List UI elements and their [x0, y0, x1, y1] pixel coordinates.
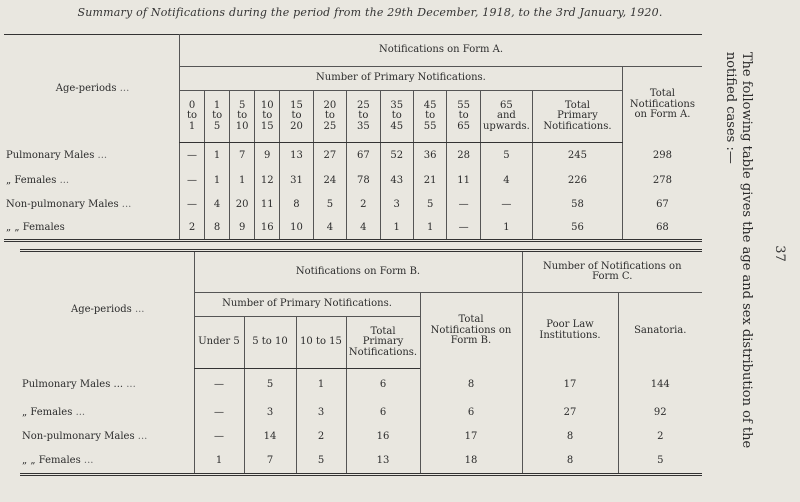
form-b-header: Notifications on Form B. — [194, 251, 522, 293]
table-cell: 2 — [296, 425, 346, 449]
table-cell: 56 — [533, 217, 623, 241]
table-cell: — — [180, 169, 205, 193]
col-total-primary-a: Total Primary Notifications. — [533, 91, 623, 143]
table-cell: 13 — [346, 449, 420, 475]
table-cell: 8 — [420, 369, 522, 401]
form-c-header: Number of Notifications on Form C. — [522, 251, 702, 293]
age-periods-header: Age-periods ... — [55, 82, 130, 94]
total-form-a-header: Total Notifications on Form A. — [629, 88, 695, 120]
row-label: „ „ Females ... — [22, 455, 94, 467]
form-a-table — [4, 34, 702, 242]
table-cell: 5 — [413, 193, 446, 217]
table-cell: 9 — [255, 143, 280, 169]
table-cell: 3 — [244, 401, 296, 425]
table-cell: 31 — [280, 169, 313, 193]
table-cell: 68 — [622, 217, 702, 241]
row-label: „ Females ... — [22, 407, 86, 418]
table-cell: 5 — [480, 143, 532, 169]
table-cell: 27 — [522, 401, 618, 425]
table-cell: 52 — [380, 143, 413, 169]
table-cell: 4 — [313, 217, 346, 241]
age-col-header: 25 to 35 — [347, 91, 380, 143]
table-cell: 14 — [244, 425, 296, 449]
table-cell: 3 — [380, 193, 413, 217]
table-cell: — — [180, 193, 205, 217]
age-col-header: 20 to 25 — [313, 91, 346, 143]
row-label: Non-pulmonary Males ... — [6, 199, 132, 210]
table-cell: — — [194, 369, 244, 401]
table-cell: 4 — [480, 169, 532, 193]
col-under-5: Under 5 — [194, 317, 244, 369]
table-row — [20, 425, 702, 449]
table-cell: 92 — [618, 401, 702, 425]
table-cell: 2 — [347, 193, 380, 217]
table-cell: 11 — [447, 169, 480, 193]
table-cell: 1 — [205, 169, 230, 193]
table-row — [4, 169, 702, 193]
table-cell: 6 — [420, 401, 522, 425]
age-col-header: 65 and upwards. — [480, 91, 532, 143]
table-cell: 2 — [618, 425, 702, 449]
table-cell: 5 — [618, 449, 702, 475]
table-cell: 43 — [380, 169, 413, 193]
side-text-line-1: The following table gives the age and sex distribution of the — [739, 51, 754, 449]
table-cell: — — [194, 425, 244, 449]
table-cell: 1 — [380, 217, 413, 241]
table-cell: 16 — [255, 217, 280, 241]
table-cell: 8 — [522, 449, 618, 475]
table-cell: 12 — [255, 169, 280, 193]
side-text — [716, 0, 760, 502]
table-cell: 10 — [280, 217, 313, 241]
row-label: Pulmonary Males ... ... — [22, 379, 136, 390]
table-cell: 17 — [522, 369, 618, 401]
age-col-header: 45 to 55 — [413, 91, 446, 143]
page-title: Summary of Notifications during the period from the 29th December, 1918, to the 3rd January, 1920. — [77, 6, 663, 19]
table-cell: 20 — [230, 193, 255, 217]
table-cell: 1 — [296, 369, 346, 401]
table-cell: 4 — [205, 193, 230, 217]
table-cell: 18 — [420, 449, 522, 475]
row-label: „ „ Females — [6, 222, 65, 234]
table-cell: 6 — [346, 401, 420, 425]
table-cell: 245 — [533, 143, 623, 169]
age-col-header: 1 to 5 — [205, 91, 230, 143]
primary-notifications-header: Number of Primary Notifications. — [180, 67, 623, 91]
table-row — [4, 143, 702, 169]
table-cell: 144 — [618, 369, 702, 401]
table-cell: 1 — [205, 143, 230, 169]
age-col-header: 55 to 65 — [447, 91, 480, 143]
form-a-header: Notifications on Form A. — [180, 35, 702, 67]
table-cell: 11 — [255, 193, 280, 217]
table-cell: 1 — [413, 217, 446, 241]
age-periods-header-b: Age-periods ... — [70, 304, 145, 315]
table-cell: 16 — [346, 425, 420, 449]
table-cell: 5 — [244, 369, 296, 401]
table-cell: 9 — [230, 217, 255, 241]
table-row — [20, 401, 702, 425]
table-cell: — — [480, 193, 532, 217]
table-cell: 3 — [296, 401, 346, 425]
table-cell: 278 — [622, 169, 702, 193]
age-col-header: 5 to 10 — [230, 91, 255, 143]
row-label: Non-pulmonary Males ... — [22, 431, 148, 442]
table-cell: 5 — [313, 193, 346, 217]
table-cell: 5 — [296, 449, 346, 475]
table-cell: 67 — [622, 193, 702, 217]
table-cell: 7 — [230, 143, 255, 169]
col-total-primary-b: Total Primary Notifications. — [346, 317, 420, 369]
table-cell: 13 — [280, 143, 313, 169]
sanatoria-header: Sanatoria. — [618, 293, 702, 369]
table-cell: 8 — [522, 425, 618, 449]
side-text-line-2: notified cases :— — [723, 51, 738, 164]
age-col-header: 0 to 1 — [180, 91, 205, 143]
table-cell: 24 — [313, 169, 346, 193]
table-row — [20, 369, 702, 401]
table-cell: 1 — [194, 449, 244, 475]
table-cell: 2 — [180, 217, 205, 241]
row-label: Pulmonary Males ... — [6, 150, 108, 161]
table-cell: 36 — [413, 143, 446, 169]
table-cell: 1 — [230, 169, 255, 193]
table-cell: 58 — [533, 193, 623, 217]
table-cell: 298 — [622, 143, 702, 169]
primary-notifications-header-b: Number of Primary Notifications. — [194, 293, 420, 317]
table-cell: 226 — [533, 169, 623, 193]
table-row — [4, 193, 702, 217]
table-cell: 67 — [347, 143, 380, 169]
table-cell: — — [447, 193, 480, 217]
col-10-to-15: 10 to 15 — [296, 317, 346, 369]
table-cell: — — [194, 401, 244, 425]
table-cell: — — [447, 217, 480, 241]
form-b-c-table — [20, 249, 702, 476]
page-number: 37 — [771, 245, 787, 262]
table-cell: 21 — [413, 169, 446, 193]
col-5-to-10: 5 to 10 — [244, 317, 296, 369]
table-cell: 8 — [205, 217, 230, 241]
table-row — [4, 217, 702, 241]
table-cell: 4 — [347, 217, 380, 241]
total-form-b-header: Total Notifications on Form B. — [420, 293, 522, 369]
table-cell: 6 — [346, 369, 420, 401]
age-col-header: 15 to 20 — [280, 91, 313, 143]
age-col-header: 10 to 15 — [255, 91, 280, 143]
table-cell: 7 — [244, 449, 296, 475]
table-cell: 78 — [347, 169, 380, 193]
table-cell: — — [180, 143, 205, 169]
table-cell: 17 — [420, 425, 522, 449]
table-cell: 27 — [313, 143, 346, 169]
age-col-header: 35 to 45 — [380, 91, 413, 143]
poor-law-header: Poor Law Institutions. — [522, 293, 618, 369]
row-label: „ Females ... — [6, 175, 70, 186]
table-cell: 8 — [280, 193, 313, 217]
table-cell: 1 — [480, 217, 532, 241]
table-row — [20, 449, 702, 475]
table-cell: 28 — [447, 143, 480, 169]
